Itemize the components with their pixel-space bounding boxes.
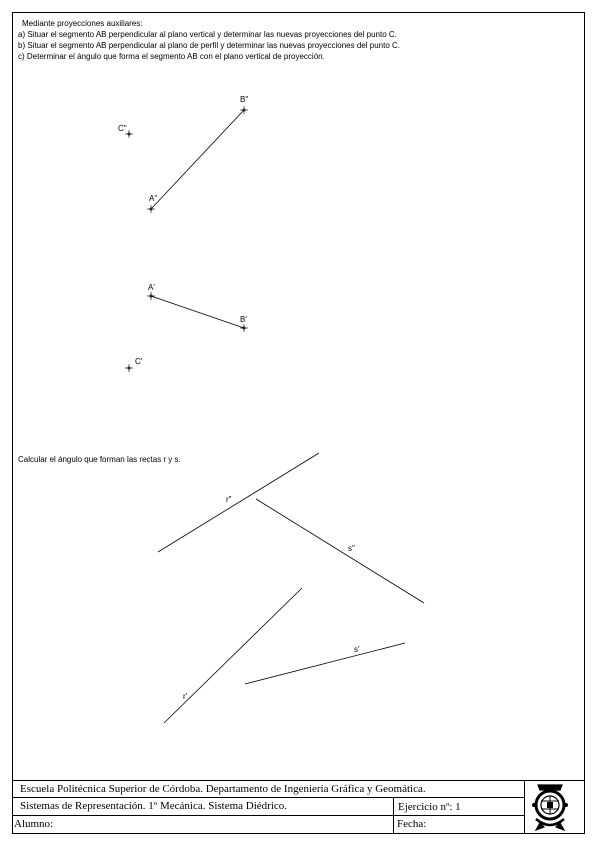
segment-ab-vertical <box>151 110 244 209</box>
segment-ab-horizontal <box>151 296 244 328</box>
point-a-horizontal-marker <box>147 292 155 300</box>
label-c-horizontal: C' <box>135 357 143 366</box>
line-s-vertical <box>256 499 424 603</box>
label-a-horizontal: A' <box>148 283 155 292</box>
instructions-intro: Mediante proyecciones auxiliares: <box>22 19 143 28</box>
label-c-vertical: C" <box>118 124 127 133</box>
label-s-vertical: s" <box>348 544 355 553</box>
date-label: Fecha: <box>397 818 427 830</box>
task-2-statement: Calcular el ángulo que forman las rectas r y s. <box>18 455 181 464</box>
exercise-number: Ejercicio nº: 1 <box>398 801 461 813</box>
instruction-b: b) Situar el segmento AB perpendicular al plano de perfil y determinar las nuevas proyecciones del punto C. <box>18 41 400 50</box>
instruction-c: c) Determinar el ángulo que forma el segmento AB con el plano vertical de proyección. <box>18 52 325 61</box>
point-c-horizontal-marker <box>125 364 133 372</box>
school-name: Escuela Politécnica Superior de Córdoba. Departamento de Ingeniería Gráfica y Geomática. <box>20 783 426 795</box>
line-r-vertical <box>158 453 319 552</box>
university-crest-icon <box>524 781 576 833</box>
course-name: Sistemas de Representación. 1º Mecánica. Sistema Diédrico. <box>20 800 288 812</box>
student-label: Alumno: <box>14 818 54 830</box>
label-b-vertical: B" <box>240 95 249 104</box>
title-block <box>12 780 585 834</box>
label-r-vertical: r" <box>226 495 232 504</box>
label-a-vertical: A" <box>149 194 158 203</box>
point-b-horizontal-marker <box>240 324 248 332</box>
instruction-a: a) Situar el segmento AB perpendicular al plano vertical y determinar las nuevas proyecciones del punto C. <box>18 30 397 39</box>
label-b-horizontal: B' <box>240 315 247 324</box>
label-s-horizontal: s' <box>354 645 360 654</box>
label-r-horizontal: r' <box>183 692 188 701</box>
line-r-horizontal <box>164 588 302 723</box>
line-s-horizontal <box>245 643 405 684</box>
